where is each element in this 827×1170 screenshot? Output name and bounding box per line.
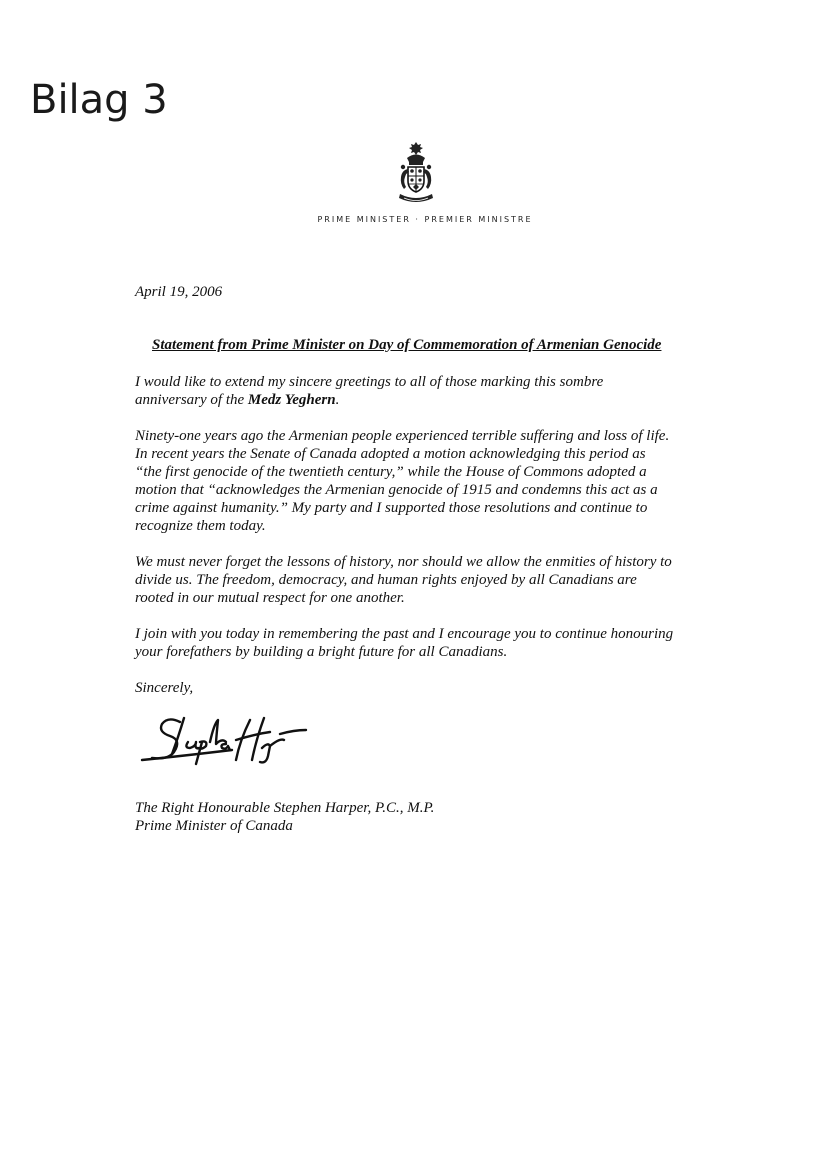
paragraph-line: recognize them today. bbox=[135, 518, 266, 534]
letter-date: April 19, 2006 bbox=[135, 284, 223, 300]
paragraph-line: Ninety-one years ago the Armenian people experienced terrible suffering and loss of life. bbox=[135, 428, 670, 444]
paragraph-lessons bbox=[135, 553, 715, 607]
paragraph-line: divide us. The freedom, democracy, and human rights enjoyed by all Canadians are bbox=[135, 572, 637, 588]
paragraph-line bbox=[135, 391, 715, 409]
paragraph-line: I join with you today in remembering the past and I encourage you to continue honouring bbox=[135, 626, 674, 642]
closing-salutation: Sincerely, bbox=[135, 680, 194, 696]
paragraph-line: I would like to extend my sincere greetings to all of those marking this sombre bbox=[135, 374, 604, 390]
coat-of-arms-icon bbox=[392, 140, 440, 204]
paragraph-line: rooted in our mutual respect for one another. bbox=[135, 590, 405, 606]
attachment-label: Bilag 3 bbox=[30, 77, 168, 123]
handwritten-signature-icon bbox=[140, 712, 310, 774]
paragraph-line: “the first genocide of the twentieth century,” while the House of Commons adopted a bbox=[135, 464, 647, 480]
signatory-block bbox=[135, 799, 434, 835]
paragraph-line: crime against humanity.” My party and I supported those resolutions and continue to bbox=[135, 500, 648, 516]
paragraph-history bbox=[135, 427, 715, 535]
signatory-title: Prime Minister of Canada bbox=[135, 818, 293, 834]
paragraph-line: your forefathers by building a bright future for all Canadians. bbox=[135, 644, 508, 660]
paragraph-line: In recent years the Senate of Canada adopted a motion acknowledging this period as bbox=[135, 446, 646, 462]
paragraph-line: motion that “acknowledges the Armenian genocide of 1915 and condemns this act as a bbox=[135, 482, 658, 498]
medz-yeghern-emphasis: Medz Yeghern bbox=[247, 392, 336, 408]
paragraph-closing-remarks bbox=[135, 625, 715, 661]
signatory-name: The Right Honourable Stephen Harper, P.C., M.P. bbox=[135, 800, 435, 816]
letter-subject: Statement from Prime Minister on Day of Commemoration of Armenian Genocide bbox=[152, 337, 662, 353]
paragraph-line-text: anniversary of the bbox=[135, 392, 248, 408]
paragraph-greeting bbox=[135, 373, 715, 409]
office-heading: PRIME MINISTER · PREMIER MINISTRE bbox=[317, 215, 533, 224]
paragraph-line-end: . bbox=[335, 392, 340, 408]
letter-body bbox=[135, 373, 715, 679]
paragraph-line: We must never forget the lessons of history, nor should we allow the enmities of history to bbox=[135, 554, 672, 570]
